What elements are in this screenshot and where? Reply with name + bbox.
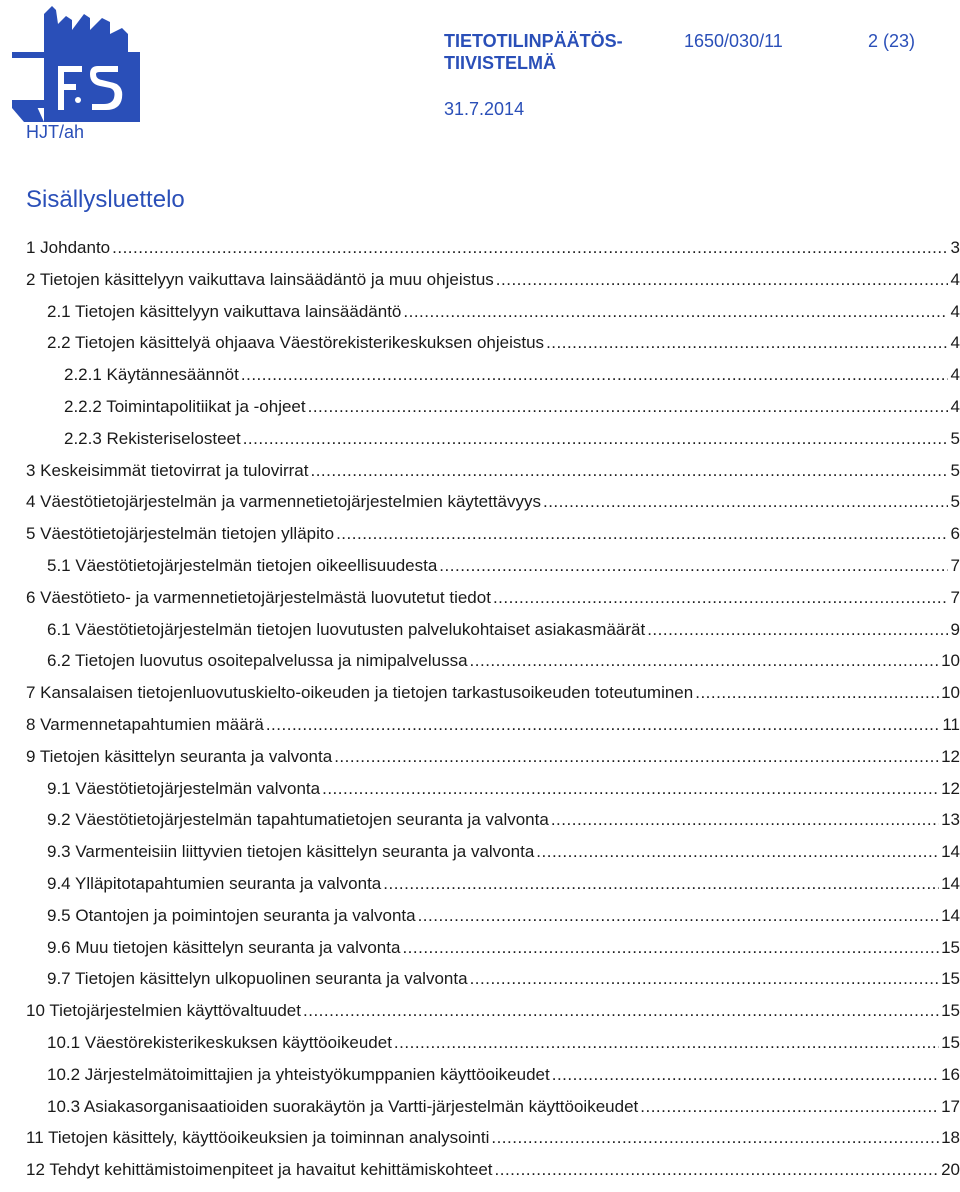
toc-dot-leader	[266, 715, 941, 735]
toc-dot-leader	[543, 492, 948, 512]
toc-entry-label: 10 Tietojärjestelmien käyttövaltuudet	[26, 1001, 301, 1021]
toc-dot-leader	[495, 1160, 940, 1180]
toc-dot-leader	[470, 651, 940, 671]
toc-entry-page: 4	[950, 333, 960, 353]
toc-entry-page: 13	[941, 810, 960, 830]
toc-entry-page: 5	[950, 460, 960, 480]
toc-entry-label: 12 Tehdyt kehittämistoimenpiteet ja havaitut kehittämiskohteet	[26, 1160, 493, 1180]
toc-dot-leader	[536, 842, 939, 862]
toc-dot-leader	[402, 938, 939, 958]
toc-entry[interactable]	[26, 1160, 960, 1192]
toc-entry[interactable]	[26, 1033, 960, 1065]
document-date: 31.7.2014	[444, 99, 525, 119]
toc-entry-label: 5.1 Väestötietojärjestelmän tietojen oikeellisuudesta	[47, 555, 438, 575]
toc-heading: Sisällysluettelo	[26, 186, 185, 213]
toc-dot-leader	[439, 556, 948, 576]
toc-entry-label: 2.2.3 Rekisteriselosteet	[64, 428, 241, 448]
toc-entry-page: 4	[950, 365, 960, 385]
toc-entry-page: 14	[941, 842, 960, 862]
toc-dot-leader	[640, 1097, 939, 1117]
toc-dot-leader	[394, 1033, 939, 1053]
toc-entry[interactable]	[26, 1065, 960, 1097]
toc-entry[interactable]	[26, 906, 960, 938]
toc-dot-leader	[695, 683, 939, 703]
toc-entry[interactable]	[26, 651, 960, 683]
toc-entry[interactable]	[26, 874, 960, 906]
document-title	[444, 30, 623, 74]
toc-dot-leader	[552, 1065, 939, 1085]
toc-entry-label: 11 Tietojen käsittely, käyttöoikeuksien ja toiminnan analysointi	[26, 1128, 490, 1148]
toc-dot-leader	[243, 429, 948, 449]
organization-logo	[6, 4, 140, 122]
toc-entry-page: 15	[941, 937, 960, 957]
toc-entry[interactable]	[26, 1001, 960, 1033]
toc-entry-label: 6 Väestötieto- ja varmennetietojärjestelmästä luovutetut tiedot	[26, 587, 491, 607]
toc-entry-page: 15	[941, 969, 960, 989]
toc-entry-label: 9.7 Tietojen käsittelyn ulkopuolinen seuranta ja valvonta	[47, 969, 468, 989]
toc-dot-leader	[112, 238, 948, 258]
toc-entry[interactable]	[26, 969, 960, 1001]
toc-dot-leader	[310, 461, 948, 481]
table-of-contents	[26, 238, 960, 1192]
toc-entry-page: 12	[941, 778, 960, 798]
toc-entry-page: 14	[941, 873, 960, 893]
toc-entry-page: 7	[950, 587, 960, 607]
toc-entry[interactable]	[26, 365, 960, 397]
toc-entry[interactable]	[26, 556, 960, 588]
toc-dot-leader	[647, 620, 948, 640]
toc-dot-leader	[303, 1001, 939, 1021]
toc-dot-leader	[336, 524, 948, 544]
toc-entry[interactable]	[26, 461, 960, 493]
toc-dot-leader	[322, 779, 939, 799]
toc-dot-leader	[383, 874, 939, 894]
toc-entry-page: 12	[941, 746, 960, 766]
toc-entry-page: 7	[950, 555, 960, 575]
toc-dot-leader	[308, 397, 948, 417]
toc-entry-page: 11	[942, 714, 960, 734]
toc-entry-label: 9.2 Väestötietojärjestelmän tapahtumatietojen seuranta ja valvonta	[47, 810, 549, 830]
toc-entry-label: 2.2.2 Toimintapolitiikat ja -ohjeet	[64, 396, 306, 416]
document-title-line2: TIIVISTELMÄ	[444, 53, 556, 73]
toc-entry[interactable]	[26, 810, 960, 842]
toc-dot-leader	[493, 588, 948, 608]
toc-entry[interactable]	[26, 302, 960, 334]
toc-entry-label: 9.6 Muu tietojen käsittelyn seuranta ja valvonta	[47, 937, 401, 957]
toc-entry[interactable]	[26, 715, 960, 747]
toc-entry[interactable]	[26, 842, 960, 874]
toc-entry-label: 1 Johdanto	[26, 238, 111, 257]
toc-entry-label: 9.1 Väestötietojärjestelmän valvonta	[47, 778, 321, 798]
toc-entry[interactable]	[26, 397, 960, 429]
toc-entry[interactable]	[26, 1128, 960, 1160]
toc-entry-label: 10.3 Asiakasorganisaatioiden suorakäytön ja Vartti-järjestelmän käyttöoikeudet	[47, 1096, 639, 1116]
toc-entry-label: 2 Tietojen käsittelyyn vaikuttava lainsäädäntö ja muu ohjeistus	[26, 269, 494, 289]
toc-entry[interactable]	[26, 620, 960, 652]
toc-entry-label: 9.3 Varmenteisiin liittyvien tietojen käsittelyn seuranta ja valvonta	[47, 842, 535, 862]
toc-entry[interactable]	[26, 524, 960, 556]
toc-entry[interactable]	[26, 238, 960, 270]
toc-dot-leader	[491, 1128, 939, 1148]
toc-dot-leader	[496, 270, 948, 290]
toc-entry-page: 4	[950, 301, 960, 321]
toc-entry-label: 2.1 Tietojen käsittelyyn vaikuttava lainsäädäntö	[47, 301, 402, 321]
toc-entry-label: 10.2 Järjestelmätoimittajien ja yhteistyökumppanien käyttöoikeudet	[47, 1064, 550, 1084]
toc-dot-leader	[403, 302, 948, 322]
toc-entry-page: 15	[941, 1032, 960, 1052]
toc-entry-label: 9.5 Otantojen ja poimintojen seuranta ja valvonta	[47, 905, 416, 925]
toc-entry-label: 3 Keskeisimmät tietovirrat ja tulovirrat	[26, 460, 309, 480]
toc-entry-page: 16	[941, 1064, 960, 1084]
toc-dot-leader	[241, 365, 948, 385]
toc-entry-label: 10.1 Väestörekisterikeskuksen käyttöoikeudet	[47, 1032, 392, 1052]
toc-dot-leader	[546, 333, 948, 353]
toc-entry-page: 4	[950, 396, 960, 416]
toc-entry-page: 15	[941, 1001, 960, 1021]
toc-entry[interactable]	[26, 270, 960, 302]
toc-entry-page: 10	[941, 683, 960, 703]
toc-entry-page: 6	[950, 524, 960, 544]
author-initials: HJT/ah	[26, 122, 85, 142]
toc-entry-label: 4 Väestötietojärjestelmän ja varmennetietojärjestelmien käytettävyys	[26, 492, 541, 512]
toc-entry-label: 6.1 Väestötietojärjestelmän tietojen luovutusten palvelukohtaiset asiakasmäärät	[47, 619, 646, 639]
toc-entry-page: 10	[941, 651, 960, 671]
toc-entry[interactable]	[26, 588, 960, 620]
toc-entry[interactable]	[26, 333, 960, 365]
toc-entry[interactable]	[26, 1097, 960, 1129]
toc-entry[interactable]	[26, 747, 960, 779]
toc-entry-page: 5	[950, 492, 960, 512]
toc-dot-leader	[334, 747, 939, 767]
toc-dot-leader	[418, 906, 940, 926]
toc-entry-page: 4	[950, 269, 960, 289]
toc-entry-label: 2.2.1 Käytännesäännöt	[64, 365, 239, 385]
toc-entry-page: 20	[941, 1160, 960, 1180]
toc-entry-page: 5	[950, 428, 960, 448]
toc-entry[interactable]	[26, 779, 960, 811]
toc-entry[interactable]	[26, 429, 960, 461]
toc-entry-page: 14	[941, 905, 960, 925]
toc-entry-label: 6.2 Tietojen luovutus osoitepalvelussa ja nimipalvelussa	[47, 651, 468, 671]
toc-entry-label: 5 Väestötietojärjestelmän tietojen ylläpito	[26, 524, 335, 544]
toc-entry[interactable]	[26, 492, 960, 524]
toc-dot-leader	[551, 810, 939, 830]
toc-entry[interactable]	[26, 938, 960, 970]
toc-entry-label: 8 Varmennetapahtumien määrä	[26, 714, 264, 734]
toc-entry-page: 3	[950, 238, 960, 257]
toc-entry-page: 18	[941, 1128, 960, 1148]
toc-entry-page: 9	[950, 619, 960, 639]
toc-entry-label: 7 Kansalaisen tietojenluovutuskielto-oikeuden ja tietojen tarkastusoikeuden toteutuminen	[26, 683, 694, 703]
toc-entry-label: 9.4 Ylläpitotapahtumien seuranta ja valvonta	[47, 873, 382, 893]
document-title-line1: TIETOTILINPÄÄTÖS-	[444, 31, 623, 51]
toc-entry-label: 2.2 Tietojen käsittelyä ohjaava Väestörekisterikeskuksen ohjeistus	[47, 333, 545, 353]
toc-entry-page: 17	[941, 1096, 960, 1116]
document-number: 1650/030/11	[684, 31, 783, 51]
toc-dot-leader	[470, 969, 940, 989]
page-number: 2 (23)	[868, 31, 916, 51]
toc-entry-label: 9 Tietojen käsittelyn seuranta ja valvonta	[26, 746, 333, 766]
toc-entry[interactable]	[26, 683, 960, 715]
